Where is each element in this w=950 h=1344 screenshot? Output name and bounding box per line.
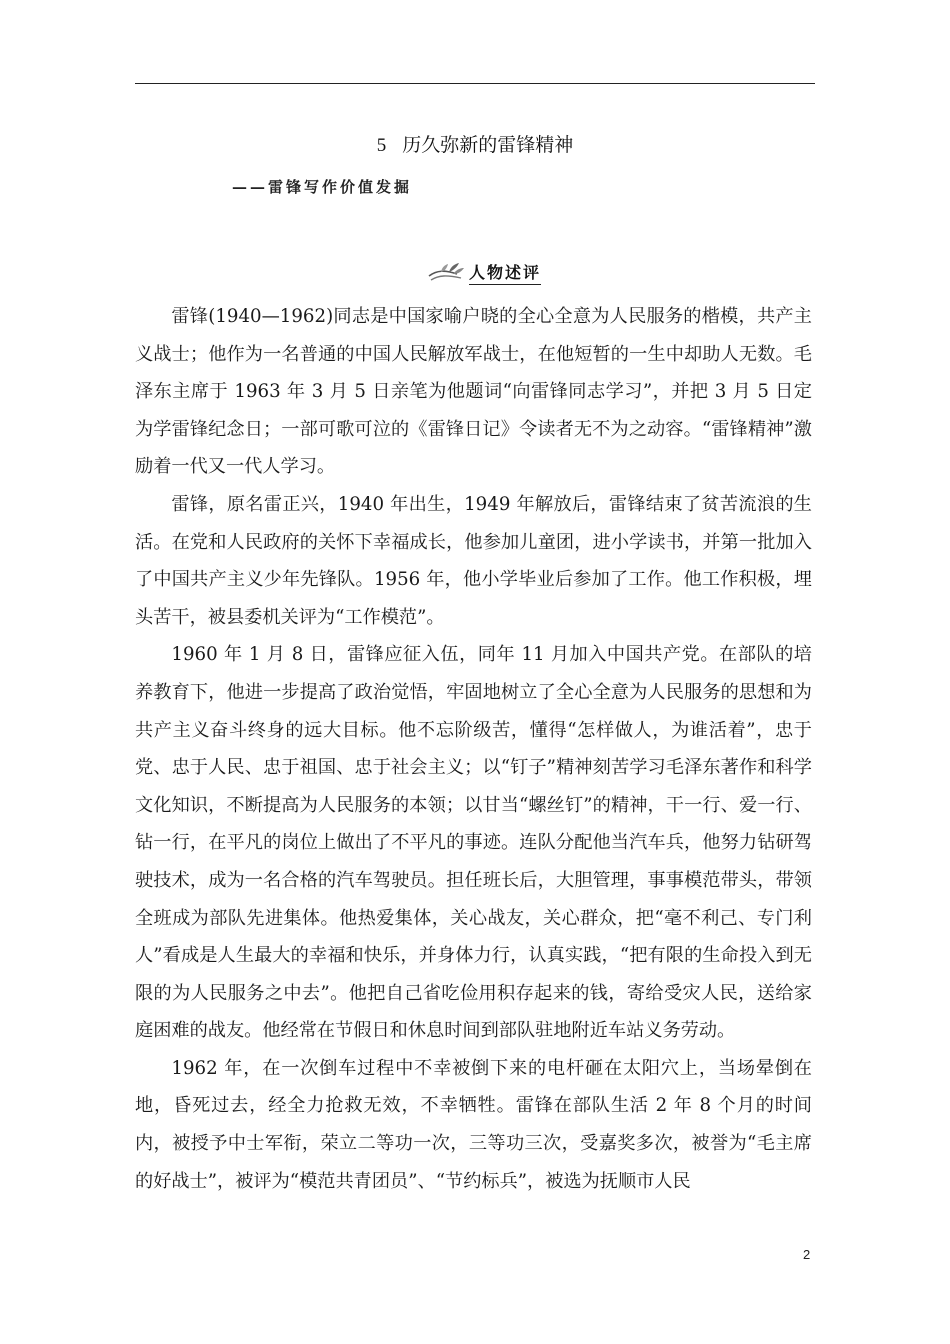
decorative-flourish-icon bbox=[427, 260, 465, 284]
paragraph: 雷锋(1940—1962)同志是中国家喻户晓的全心全意为人民服务的楷模，共产主义战士；他作为一名普通的中国人民解放军战士，在他短暂的一生中却助人无数。毛泽东主席于 1963 年 3 月 5 日亲笔为他题词“向雷锋同志学习”，并把 3 月 5 日定为学雷锋纪念日；一部可歌可泣的《雷锋日记》令读者无不为之动容。“雷锋精神”激励着一代又一代人学习。 bbox=[135, 306, 812, 478]
chapter-number: 5 bbox=[376, 135, 387, 156]
paragraph: 雷锋，原名雷正兴，1940 年出生，1949 年解放后，雷锋结束了贫苦流浪的生活。在党和人民政府的关怀下幸福成长，他参加儿童团，进小学读书，并第一批加入了中国共产主义少年先锋队。1956 年，他小学毕业后参加了工作。他工作积极，埋头苦干，被县委机关评为“工作模范”。 bbox=[135, 493, 812, 628]
paragraph: 1960 年 1 月 8 日，雷锋应征入伍，同年 11 月加入中国共产党。在部队的培养教育下，他进一步提高了政治觉悟，牢固地树立了全心全意为人民服务的思想和为共产主义奋斗终身的远大目标。他不忘阶级苦，懂得“怎样做人，为谁活着”，忠于党、忠于人民、忠于祖国、忠于社会主义；以“钉子”精神刻苦学习毛泽东著作和科学文化知识，不断提高为人民服务的本领；以甘当“螺丝钉”的精神，干一行、爱一行、钻一行，在平凡的岗位上做出了不平凡的事迹。连队分配他当汽车兵，他努力钻研驾驶技术，成为一名合格的汽车驾驶员。担任班长后，大胆管理，事事模范带头，带领全班成为部队先进集体。他热爱集体，关心战友，关心群众，把“毫不利己、专门利人”看成是人生最大的幸福和快乐，并身体力行，认真实践，“把有限的生命投入到无限的为人民服务之中去”。他把自己省吃俭用积存起来的钱，寄给受灾人民，送给家庭困难的战友。他经常在节假日和休息时间到部队驻地附近车站义务劳动。 bbox=[135, 644, 812, 1042]
subtitle: ——雷锋写作价值发掘 bbox=[232, 178, 413, 196]
section-label: 人物述评 bbox=[469, 260, 541, 285]
chapter-title: 历久弥新的雷锋精神 bbox=[402, 134, 574, 156]
section-header bbox=[427, 258, 541, 286]
page-number: 2 bbox=[803, 1247, 811, 1262]
page-title bbox=[0, 130, 950, 157]
paragraph: 1962 年，在一次倒车过程中不幸被倒下来的电杆砸在太阳穴上，当场晕倒在地，昏死过去，经全力抢救无效，不幸牺牲。雷锋在部队生活 2 年 8 个月的时间内，被授予中士军衔，荣立二等功一次，三等功三次，受嘉奖多次，被誉为“毛主席的好战士”，被评为“模范共青团员”、“节约标兵”，被选为抚顺市人民 bbox=[135, 1057, 812, 1192]
top-rule bbox=[135, 83, 815, 84]
body-text bbox=[135, 298, 812, 1200]
